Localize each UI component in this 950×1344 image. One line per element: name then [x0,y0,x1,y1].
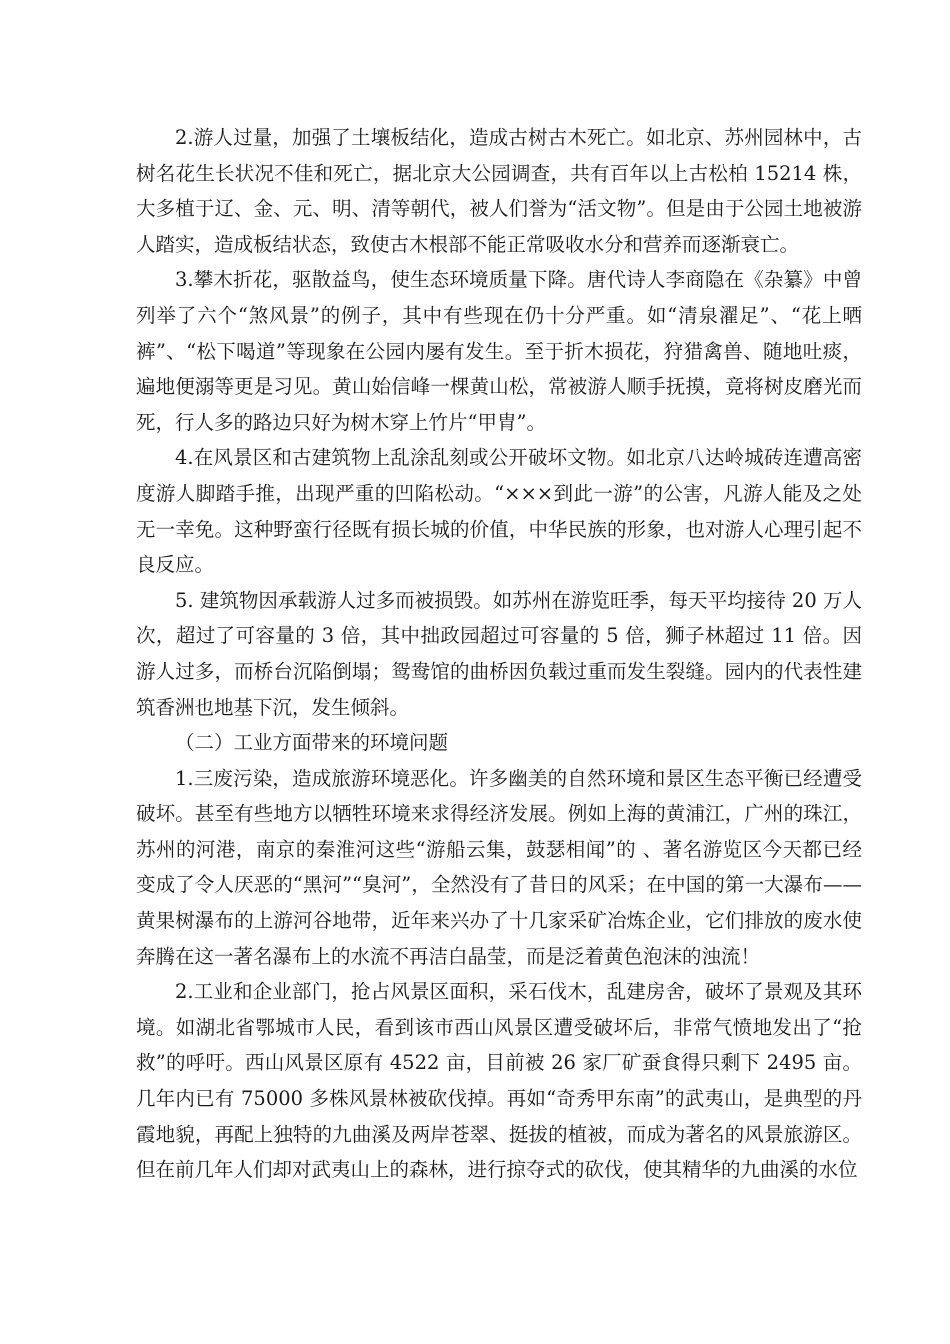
paragraph-building-damage: 5. 建筑物因承载游人过多而被损毁。如苏州在游览旺季，每天平均接待 20 万人次，超过了可容量的 3 倍，其中拙政园超过可容量的 5 倍，狮子林超过 11 倍。因游人过多，而桥台沉陷倒塌；鸳鸯馆的曲桥因负载过重而发生裂缝。园内的代表性建筑香洲也地基下沉，发生倾斜。 [136,588,862,719]
paragraph-graffiti-relics: 4.在风景区和古建筑物上乱涂乱刻或公开破坏文物。如北京八达岭城砖连遭高密度游人脚踏手推，出现严重的凹陷松动。“×××到此一游”的公害，凡游人能及之处无一幸免。这种野蛮行径既有损长城的价值，中华民族的形象，也对游人心理引起不良反应。 [136,446,862,577]
document-body [136,120,862,1188]
paragraph-tourist-overload: 2.游人过量，加强了土壤板结化，造成古树古木死亡。如北京、苏州园林中，古树名花生长状况不佳和死亡，据北京大公园调查，共有百年以上古松柏 15214 株，大多植于辽、金、元、明、清等朝代，被人们誉为“活文物”。但是由于公园土地被游人踏实，造成板结状态，致使古木根部不能正常吸收水分和营养而逐渐衰亡。 [136,126,862,256]
paragraph-land-occupation: 2.工业和企业部门，抢占风景区面积，采石伐木，乱建房舍，破坏了景观及其环境。如湖北省鄂城市人民，看到该市西山风景区遭受破坏后，非常气愤地发出了“抢救”的呼吁。西山风景区原有 4522 亩，目前被 26 家厂矿蚕食得只剩下 2495 亩。几年内已有 75000 多株风景林被砍伐掉。再如“奇秀甲东南”的武夷山，是典型的丹霞地貌，再配上独特的九曲溪及两岸苍翠、挺拔的植被，而成为著名的风景旅游区。但在前几年人们却对武夷山上的森林，进行掠夺式的砍伐，使其精华的九曲溪的水位 [136,980,862,1182]
paragraph-pollution: 1.三废污染，造成旅游环境恶化。许多幽美的自然环境和景区生态平衡已经遭受破坏。甚至有些地方以牺牲环境来求得经济发展。例如上海的黄浦江，广州的珠江，苏州的河港，南京的秦淮河这些“游船云集，鼓瑟相闻”的 、著名游览区今天都已经变成了令人厌恶的“黑河”“臭河”，全然没有了昔日的风采；在中国的第一大瀑布——黄果树瀑布的上游河谷地带，近年来兴办了十几家采矿冶炼企业，它们排放的废水使奔腾在这一著名瀑布上的水流不再洁白晶莹，而是泛着黄色泡沫的浊流！ [136,766,862,968]
section-heading-industrial: （二）工业方面带来的环境问题 [175,731,449,755]
paragraph-breaking-flowers: 3.攀木折花，驱散益鸟，使生态环境质量下降。唐代诗人李商隐在《杂纂》中曾列举了六个“煞风景”的例子，其中有些现在仍十分严重。如“清泉濯足”、“花上晒裤”、“松下喝道”等现象在公园内屡有发生。至于折木损花，狩猎禽兽、随地吐痰，遍地便溺等更是习见。黄山始信峰一棵黄山松，常被游人顺手抚摸，竟将树皮磨光而死，行人多的路边只好为树木穿上竹片“甲胄”。 [136,268,862,434]
